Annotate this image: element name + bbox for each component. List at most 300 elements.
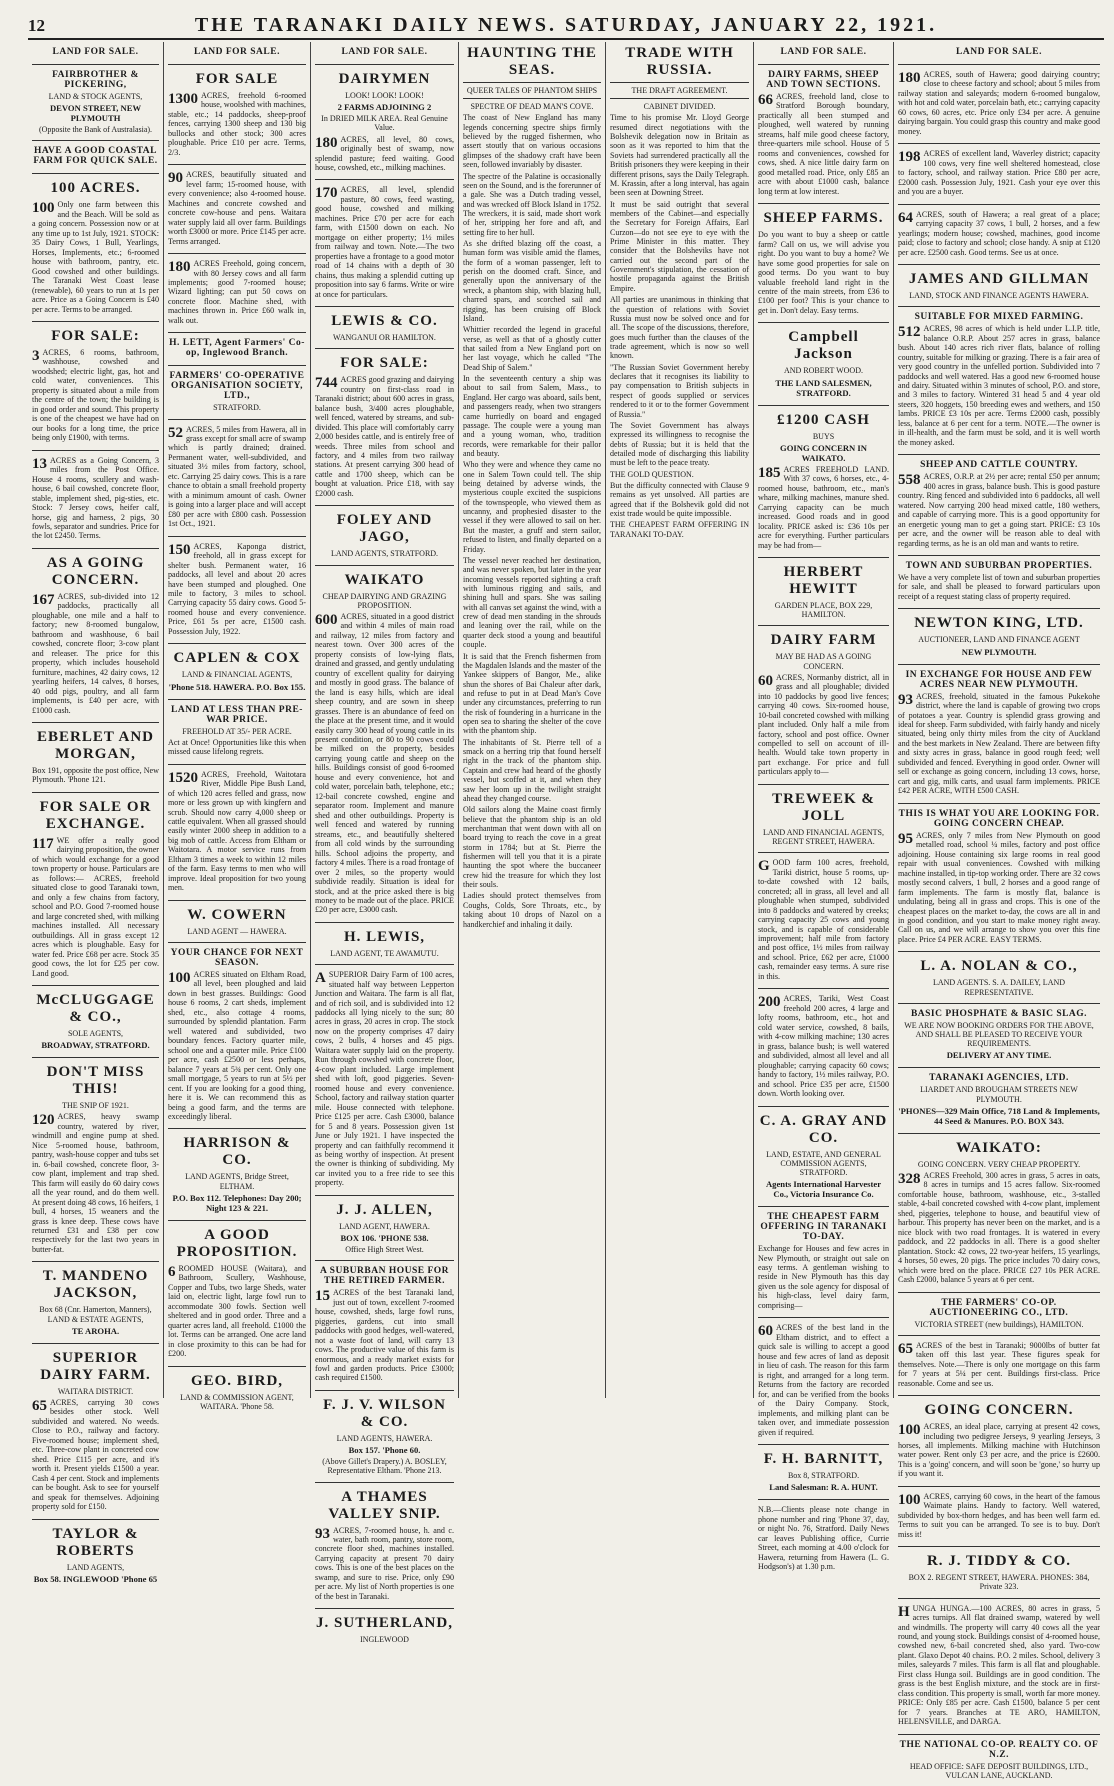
advertisement (168, 420, 306, 537)
ad-heading: FOR SALE: (51, 328, 140, 344)
advertisement (315, 65, 454, 180)
ad-body-text: ACRES, south of Hawera; a real great of a place; carrying capacity 37 cows, 1 bull, 2 horses, and a few yearlings; modern house; cowshed, machines, good income paid; close to factory and school; close handy. A snip at £120 per acre. £2500 cash. Good terms. See us at once. (898, 209, 1100, 257)
ad-heading: R. J. TIDDY & CO. (926, 1553, 1072, 1570)
ad-tail: Office High Street West. (345, 1245, 424, 1255)
ad-heading: H. LEWIS, (343, 928, 426, 945)
article-paragraph: The inhabitants of St. Pierre tell of a smack on a herring trip that found herself right in the track of the phantom ship. Captain and crew had heard of the ghostly vessel, but scoffed at it, and when they saw her loom up in the twilight straight ahead they changed course. (463, 737, 601, 803)
acreage-figure: 100 (898, 1491, 921, 1508)
ad-heading: TREWEEK & JOLL (772, 790, 875, 824)
advertisement (32, 1262, 159, 1343)
advertisement (315, 566, 454, 923)
ad-heading: DON'T MISS THIS! (46, 1064, 145, 1098)
acreage-figure: 512 (898, 324, 921, 341)
acreage-figure: 13 (32, 455, 47, 472)
advertisement (758, 558, 889, 626)
acreage-figure: 1520 (168, 769, 198, 786)
ad-heading: SHEEP AND CATTLE COUNTRY. (920, 460, 1078, 471)
ad-body-text: ACRES, 98 acres of which is held under L.I.P. title, balance O.R.P. About 257 acres in grass, balance bush. About 140 acres rich river flats, balance of rolling country, suitable for milking or grazing. There is a fair area of very good country in the unfelled portion. Subdivided into 7 paddocks and well watered. Has a good new 6-roomed house and dairy. Situated within 3 minutes of school, P.O. and store, and 3 miles to factory. Wintered 31 head 5 and 4 year old steers, 320 hoggets, 150 breeding ewes and wethers, and 150 lambs. PRICE £3 10s per acre. Terms £2000 cash, possibly less, balance at 6 per cent for a term. NOTE.—The owner is in ill-health, and the farm must be sold, and it is well worth the money asked. (898, 324, 1100, 447)
advertisement (898, 609, 1100, 664)
ad-subheading: BOX 2. REGENT STREET, HAWERA. PHONES: 384, Private 323. (908, 1573, 1090, 1592)
ad-body-text: ACRES FREEHOLD LAND. With 37 cows, 6 horses, etc., 4-roomed house, bathroom, etc., man's whare, milking machines, manure shed. Carrying capacity can be much increased. Good roads and in good locality. PRICE asked is: £36 10s per acre for everything. Further particulars may be had from— (758, 464, 889, 550)
ad-heading: £1200 CASH (777, 411, 870, 428)
advertisement (758, 1445, 889, 1500)
ad-body-text: ACRES, freehold 6-roomed house, woolshed with machines, stable, etc.; 14 paddocks, sheep-proof fences, carrying 1300 sheep and 130 big bullocks and other stock; 300 acres ploughable. Price £10 per acre. Terms, 2/3. (168, 91, 306, 157)
ad-heading: DAIRY FARM (770, 632, 877, 649)
ad-body (898, 70, 1100, 136)
acreage-figure: 150 (168, 541, 191, 558)
ad-subheading: Box 68 (Cnr. Hamerton, Manners), LAND & ESTATE AGENTS, (39, 1305, 152, 1324)
ad-heading: LAND FOR SALE. (341, 47, 428, 57)
ad-agent-line: 'Phone 518. HAWERA. P.O. Box 155. (168, 681, 306, 692)
advertisement (898, 1396, 1100, 1487)
ad-agent-line: GOING CONCERN IN WAIKATO. (780, 442, 867, 463)
ad-subheading: GOING CONCERN. VERY CHEAP PROPERTY. (917, 1159, 1081, 1169)
advertisement (315, 1609, 454, 1650)
advertisement (168, 254, 306, 333)
ad-heading: CAPLEN & COX (173, 650, 301, 667)
ad-body-text: Do you want to buy a sheep or cattle farm? Call on us, we will advise you right. Do you want to buy a home? We have some good properties for sale on good terms. Do you want to buy valuable freehold land right in the centre of the main streets, from £36 to £100 per foot? This is your chance to get in. Don't delay. Easy terms. (758, 230, 889, 315)
acreage-figure: 100 (898, 1422, 921, 1439)
column-1 (28, 42, 164, 1584)
advertisement (315, 923, 454, 965)
acreage-figure: 100 (168, 969, 191, 986)
ad-body-text: ACRES, heavy swamp country, watered by river, windmill and engine pump at shed. Nice 5-roomed house, bathroom, pantry, wash-house copper and tubs set in. 6-bail cowshed, concrete floor, 3-cow plant, implement and trap shed. This farm will easily do 60 dairy cows all the year round, and do them well. At present doing 48 cows, 16 heifers, 1 bull, 4 horses, 15 weaners and the grass is knee deep. These cows have returned £31 and £38 per cow respectively for the last two years in butter-fat. (32, 1112, 160, 1254)
advertisement (168, 700, 306, 765)
ad-agent-line: THE LAND SALESMEN, STRATFORD. (775, 377, 872, 398)
advertisement (898, 952, 1100, 1003)
acreage-figure: 65 (898, 1340, 913, 1357)
ad-subheading: AUCTIONEER, LAND AND FINANCE AGENT (918, 635, 1080, 645)
ad-subheading: LAND AGENT — HAWERA. (187, 926, 287, 936)
ad-heading: DAIRYMEN (338, 71, 431, 87)
ad-body (758, 1505, 889, 1571)
ad-agent-line: Box 157. 'Phone 60. (348, 1445, 421, 1456)
ad-body-text: Box 191, opposite the post office, New Plymouth. 'Phone 121. (32, 766, 159, 785)
ad-body (758, 230, 889, 315)
ad-heading: J. SUTHERLAND, (316, 1615, 453, 1632)
ad-heading: BASIC PHOSPHATE & BASIC SLAG. (910, 1008, 1088, 1019)
article-paragraph: But the difficulty connected with Clause 9 remains as yet unsolved. All parties are agreed that if the Bolshevik gold did not exist trade would be quite impossible. (610, 481, 749, 519)
ad-heading: FOR SALE: (340, 355, 429, 372)
ad-body-text: Act at Once! Opportunities like this when missed cause lifelong regrets. (168, 737, 306, 757)
ad-subheading: LAND & COMMISSION AGENT, WAITARA. 'Phone 58. (180, 1392, 294, 1411)
ad-body (32, 1112, 159, 1254)
ad-heading: LAND FOR SALE. (52, 47, 139, 57)
acreage-figure: 600 (315, 611, 338, 628)
ad-body (898, 573, 1100, 601)
advertisement (168, 943, 306, 1130)
ad-body-text: We have a very complete list of town and suburban properties for sale, and shall be pleased to forward particulars upon receipt of a request stating class of property required. (898, 573, 1100, 601)
acreage-figure: G (758, 858, 770, 875)
ad-body-text: ACRES, Normanby district, all in grass and all ploughable; divided into 10 paddocks by good live fences; carrying 40 cows. Six-roomed house, 10-bail concreted cowshed with milking plant included. Only half a mile from factory, school and post office. Owner compelled to sell on account of ill-health. Would take town property in part exchange. For price and full particulars apply to— (758, 672, 889, 777)
ad-body-text: ACRES of excellent land, Waverley district; capacity 100 cows, very fine well sheltered homestead, close to factory, school, and railway station. Price £80 per acre, £2000 cash. Possession July, 1921. Cash your eye over this and you are a buyer. (898, 149, 1100, 197)
column-7 (894, 42, 1104, 1780)
advertisement (32, 322, 159, 451)
article-paragraph: Ladies should protect themselves from Coughs, Colds, Sore Throats, etc., by taking about 10 drops of Nazol on a handkerchief and inhaling it daily. (463, 891, 601, 929)
ad-heading: C. A. GRAY AND CO. (759, 1112, 888, 1146)
advertisement (32, 1058, 159, 1262)
ad-body (898, 1604, 1100, 1727)
ad-body (168, 259, 306, 325)
ad-subheading: LAND & STOCK AGENTS, (48, 92, 143, 101)
deck-rule (610, 98, 749, 99)
acreage-figure: 180 (898, 70, 921, 86)
advertisement (32, 723, 159, 793)
ad-body (898, 472, 1100, 548)
acreage-figure: 558 (898, 472, 921, 489)
ad-agent-line: Box 58. INGLEWOOD 'Phone 65 (33, 1573, 158, 1584)
ad-body (315, 1526, 454, 1602)
ad-subheading: LOOK! LOOK! LOOK! (345, 91, 424, 100)
ad-subheading: VICTORIA STREET (new buildings), HAMILTON. (914, 1319, 1084, 1329)
article-paragraph: THE GOLD QUESTION. (610, 469, 694, 479)
ad-heading: WAIKATO: (956, 1139, 1042, 1156)
ad-body-text: ACRES of the best Taranaki land, just out of town, excellent 7-roomed house, cowshed, sheds, large fowl runs, piggeries, gardens, cut into small paddocks with good hedges, well-watered, not a waste foot of land, will carry 13 cows. The productive value of this farm is enormous, and a ready market exists for fowl and garden products. Price £3000; cash required £1500. (315, 1288, 454, 1383)
acreage-figure: 52 (168, 424, 183, 441)
advertisement (898, 1068, 1100, 1133)
advertisement (758, 853, 889, 989)
acreage-figure: 90 (168, 170, 183, 187)
ad-subheading: Box 8, STRATFORD. (787, 1470, 860, 1480)
acreage-figure: 180 (315, 134, 338, 151)
acreage-figure: 60 (758, 1323, 773, 1340)
ad-body-text: ACRES situated on Eltham Road, all level, been ploughed and laid down in best grasses. Buildings: Good house 6 rooms, 2 cart sheds, implement shed, etc., also cottage 4 rooms, surrounded by splendid plantation. Farm well watered and subdivided, two boundary fences. Factory quarter mile, school one and a quarter mile. Price £100 per acre, cash £2500 or less perhaps, balance 7 years at 5¾ per cent. Only one small mortgage, 5 years to run at 5½ per cent. If you are looking for a good thing, here it is. We can recommend this as being a good farm, and the terms are exceedingly liberal. (168, 969, 306, 1121)
ad-body-text: ACRES, only 7 miles from New Plymouth on good metalled road, school ¼ miles, factory and post office adjoining. House containing six large rooms in real good repair with usual conveniences. Cowshed with milking machine installed, in tip-top working order. There are 32 cows mostly second calvers, 1 bull, 2 horses and a good range of farm implements. The farm is mostly flat, balance is undulating, being all in grass and crops. This is one of the cheapest places on the market to-day, the cows are all in and in good condition, and you start to make money right away. Call on us, and we will arrange to show you over this fine place. Price £4 PER ACRE. EASY TERMS. (898, 830, 1100, 944)
ad-body (315, 970, 454, 1188)
ad-body (758, 465, 889, 550)
ad-heading: GOING CONCERN. (924, 1402, 1074, 1419)
ad-body (32, 766, 159, 785)
advertisement (315, 307, 454, 349)
ad-heading: L. A. NOLAN & CO., (920, 958, 1078, 975)
ad-body (898, 1492, 1100, 1539)
ad-heading: TAYLOR & ROBERTS (52, 1525, 139, 1559)
article-paragraph: Whittier recorded the legend in graceful verse, as well as that of a ghostly cutter that sailed from a New England port on her last voyage, which he called "The Dead Ship of Salem." (463, 325, 601, 372)
ad-body-text: ACRES, freehold, situated in the famous Pukekohe district, where the land is capable of growing two crops of potatoes a year. Country is splendid grass growing and ideal for sheep. Farm subdivided, with fairly handy and nicely situated, being only thirty miles from the city of Auckland and the best markets in New Zealand. There are between fifty and sixty acres in grass, balance in good rough feed; well subdivided and fenced. Everything in good order. Owner will sell or exchange as going concern, including 13 cows, horse, cart and gig, milk carts, and usual farm implements. PRICE £42 PER ACRE, WITH £500 CASH. (898, 691, 1100, 796)
ad-body-text: ACRES, south of Hawera; good dairying country; close to cheese factory and school; about 5 miles from railway station and saleyards; modern 6-roomed bungalow, with hot and cold water, porcelain bath, etc.; carrying capacity 60 cows, 60 acres, etc. Price only £34 per acre. A genuine dairying bargain. You could grasp this country and make good money. (898, 70, 1100, 136)
advertisement (168, 366, 306, 419)
ad-heading: IN EXCHANGE FOR HOUSE AND FEW ACRES NEAR NEW PLYMOUTH. (905, 669, 1093, 690)
newspaper-title: THE TARANAKI DAILY NEWS. SATURDAY, JANUARY 22, 1921. (194, 14, 938, 36)
advertisement (168, 537, 306, 645)
ad-heading: LEWIS & CO. (331, 313, 438, 330)
ad-body (758, 673, 889, 777)
ad-heading: THE NATIONAL CO-OP. REALTY CO. OF N.Z. (899, 1739, 1099, 1760)
ad-body-text: OOD farm 100 acres, freehold, Tariki district, house 5 rooms, up-to-date cowshed with 12 bails, concreted; all in grass, all level and all ploughable when stumped, subdivided into 8 paddocks and watered by creeks; carrying capacity 25 cows and young stock, and is capable of considerable improvement; half mile from factory and post office, 1½ miles from railway and school. Price, £62 per acre, £1000 cash, remainder easy terms. A sure rise in this. (758, 858, 889, 981)
advertisement (758, 323, 889, 405)
ad-heading: YOUR CHANCE FOR NEXT SEASON. (170, 947, 304, 968)
ad-subheading: INGLEWOOD (360, 1635, 409, 1645)
advertisement (315, 1261, 454, 1391)
ad-body (758, 92, 889, 196)
column-4-news (459, 42, 606, 1398)
ad-heading: THE CHEAPEST FARM OFFERING IN TARANAKI TO-DAY. (760, 1212, 887, 1243)
article-paragraph: The vessel never reached her destination, and was never spoken, but later in the year incoming vessels reported sighting a craft with luminous rigging and sails, and shining hull and spars. She was sailing with all canvas set against the wind, with a crew of dead men standing in the shrouds and leaning over the rail, while on the quarter deck stood a young and beautiful couple. (463, 555, 601, 650)
ad-subheading: SOLE AGENTS, (67, 1028, 124, 1038)
ad-body (898, 692, 1100, 796)
ad-body (758, 858, 889, 981)
ad-body (315, 1288, 454, 1383)
acreage-figure: 15 (315, 1288, 330, 1305)
advertisement (758, 785, 889, 853)
acreage-figure: 185 (758, 464, 781, 481)
ad-subheading: WAITARA DISTRICT. (57, 1386, 134, 1396)
ad-subheading: LAND, ESTATE, AND GENERAL COMMISSION AGENTS, STRATFORD. (766, 1149, 881, 1177)
ad-body (168, 970, 306, 1122)
acreage-figure: 66 (758, 92, 773, 108)
article-paragraph: The coast of New England has many legends concerning spectre ships firmly believed by the rugged fishermen, who assert stoutly that on various occasions glimpses of the shadowy craft have been seen, followed invariably by disaster. (463, 113, 601, 170)
article-paragraph: As she drifted blazing off the coast, a human form was visible amid the flames, the form of a woman passenger, left to perish on the doomed craft. Since, and generally upon the anniversary of the wreck, a phantom ship, with blazing hull, charred spars, and scorched sail and rigging, has been cruising off Block Island. (463, 239, 601, 323)
acreage-figure: 60 (758, 672, 773, 689)
advertisement (168, 42, 306, 65)
ad-body (315, 612, 454, 915)
acreage-figure: 3 (32, 348, 40, 364)
advertisement (898, 804, 1100, 953)
advertisement (898, 1487, 1100, 1547)
article-paragraph: THE CHEAPEST FARM OFFERING IN TARANAKI TO-DAY. (610, 520, 749, 539)
advertisement (32, 451, 159, 549)
ad-subheading: HEAD OFFICE: SAFE DEPOSIT BUILDINGS, LTD., VULCAN LANE, AUCKLAND. (909, 1761, 1089, 1780)
ad-agent-line: BOX 106. 'PHONE 538. (340, 1233, 429, 1244)
advertisement (898, 1599, 1100, 1735)
ad-subheading: STRATFORD. (213, 403, 261, 413)
acreage-figure: 93 (898, 691, 913, 708)
ad-heading: H. LETT, Agent Farmers' Co-op, Inglewood Branch. (169, 338, 305, 359)
ad-heading: Campbell Jackson (788, 329, 859, 363)
article-deck: THE DRAFT AGREEMENT. (631, 86, 728, 95)
ad-heading: THE FARMERS' CO-OP. AUCTIONEERING CO., LTD. (929, 1297, 1069, 1318)
advertisement (168, 765, 306, 901)
ad-heading: HARRISON & CO. (183, 1135, 291, 1169)
advertisement (32, 141, 159, 174)
columns (28, 42, 1104, 1780)
ad-heading: WAIKATO (344, 571, 425, 588)
ad-agent-line: DEVON STREET, NEW PLYMOUTH (49, 103, 142, 124)
acreage-figure: 167 (32, 591, 55, 608)
ad-heading: TOWN AND SUBURBAN PROPERTIES. (905, 561, 1093, 571)
ad-heading: F. J. V. WILSON & CO. (323, 1396, 446, 1430)
ad-body (168, 1264, 306, 1359)
advertisement (758, 626, 889, 785)
ad-body-text: ACRES, an ideal place, carrying at present 42 cows, including two pedigree Jerseys, 9 yearling Jerseys, 3 horses, all implements. Milking machine with Hutchinson water power. Rent only £3 per acre, and the price is £2600. This is a 'going' concern, and will soon be 'gone,' so hurry up if you want it. (898, 1422, 1100, 1479)
advertisement (315, 1196, 454, 1261)
ad-heading: McCLUGGAGE & CO., (36, 991, 155, 1025)
ad-subheading: LAND AGENTS, STRATFORD. (330, 549, 439, 559)
ad-subheading: LAND AND FINANCIAL AGENTS, REGENT STREET, HAWERA. (762, 827, 885, 847)
masthead (28, 12, 1104, 40)
ad-body-text: ACRES, carrying 30 cows besides other stock. Well subdivided and watered. No weeds. Close to P.O., railway and factory. Five-roomed house; implement shed, etc. Three-cow plant in concreted cow shed. Price £115 per acre, and it's worth it. Present yields £1500 a year. Cash 4 per cent. Stock and implements can be bought. Ask to see for yourself and speak for themselves. Adjoining property sold for £150. (32, 1397, 159, 1512)
ad-body-text: ACRES, carrying 60 cows, in the heart of the famous Waimate plains. Handy to factory. Well watered, subdivided by box-thorn hedges, and has been well farm ed. Terms to suit you can be arranged. To see is to buy. Don't miss it! (898, 1491, 1100, 1539)
advertisement (898, 1134, 1100, 1293)
article-paragraph: It must be said outright that several members of the Cabinet—and especially the Secretary for Foreign Affairs, Earl Curzon—do not see eye to eye with the Prime Minister in this matter. They consider that the Bolsheviks have not carried out the second part of the Government's stipulation, the cessation of hostile propaganda against the British Empire. (610, 199, 749, 293)
ad-agent-line: P.O. Box 112. Telephones: Day 200; Night 123 & 221. (172, 1192, 302, 1213)
ad-heading: FOLEY AND JAGO, (336, 512, 433, 546)
ad-body (32, 348, 159, 443)
ad-heading: LAND FOR SALE. (780, 47, 867, 57)
article-headline: HAUNTING THE SEAS. (467, 45, 597, 78)
ad-tail: In DRIED MILK AREA. Real Genuine Value. (321, 114, 448, 133)
ad-subheading: LAND AGENTS. S. A. DAILEY, LAND REPRESENTATIVE. (932, 978, 1066, 997)
ad-subheading: WANGANUI OR HAMILTON. (333, 333, 436, 343)
ad-body-text: ACRES, O.R.P. at 2½ per acre; rental £50 per annum; 400 acres in grass, balance bush. This is good pasture country. Ring fenced and subdivided into 6 paddocks, all well watered. Now carrying 200 head mixed cattle, 180 wethers, and capable of carrying more. This is a good opportunity for an energetic young man to get a going start. PRICE: £3 10s per acre, and the owner will be reason able to deal with regarding terms, as he is an old man and wants to retire. (898, 472, 1100, 548)
ad-subheading: AND ROBERT WOOD. (783, 366, 863, 376)
ad-body (168, 770, 306, 893)
ad-body-text: ACRES, all level, 80 cows, originally best of swamp, now splendid pasture; feed waiting. Good house, cowshed, etc., milking machines. (315, 134, 454, 172)
ad-agent-line: DELIVERY AT ANY TIME. (946, 1050, 1052, 1061)
ad-subheading: BUYS (812, 431, 835, 441)
advertisement (168, 333, 306, 366)
ad-body-text: ACRES Freehold, going concern, with 80 Jersey cows and all farm implements; good 7-roomed house; Wizard lighting; can put 50 cows on concrete floor. Machine shed, with machines thrown in. Price £60 walk in, walk out. (168, 259, 306, 325)
advertisement (898, 455, 1100, 556)
ad-body-text: ACRES Freehold, 300 acres in grass, 5 acres in oats, 8 acres in turnips and 15 acres fallow. Six-roomed comfortable house, bathroom, washhouse, etc., 3-stalled stable, 4-bail concreted cowshed with 4-cow plant, implement shed, piggeries, telephone to house, and beautiful view of harbour. This property has never been on the market, and is a nice block with two road frontages. It is watered in every paddock, and 22 paddocks in all. There is a good shelter plantation. Stock: 42 cows, 22 two-year heifers, 15 yearlings, 4 horses, 50 ewes, 20 pigs. The price includes 70 dairy cows, which were bred on the place. PRICE £27 10s PER ACRE. Cash £2000, balance 5 years at 6 per cent. (898, 1170, 1100, 1285)
column-3 (311, 42, 459, 1645)
ad-body-text: ACRES, 7-roomed house, h. and c. water, bath room, pantry, store room, concrete floor shed, machines installed. Carrying capacity at present 70 dairy cows. This is one of the best places on the swamp, and sure to rise. Price, only £90 per acre. My list of North properties is one of the best in Taranaki. (315, 1525, 454, 1601)
ad-body (315, 185, 454, 299)
advertisement (758, 1107, 889, 1208)
advertisement (168, 165, 306, 254)
ad-body (898, 1341, 1100, 1388)
ad-heading: A GOOD PROPOSITION. (176, 1226, 298, 1260)
ad-body-text: ACRES of the best in Taranaki; 9000lbs of butter fat taken off this last year. These figures speak for themselves. Note.—There is only one mortgage on this farm for 7 years at 5¼ per cent. Buildings first-class. Price reasonable. Come and see us. (898, 1340, 1100, 1388)
acreage-figure: 328 (898, 1170, 921, 1187)
acreage-figure: 95 (898, 830, 913, 847)
advertisement (758, 989, 889, 1106)
ad-heading: LAND FOR SALE. (194, 47, 280, 57)
article-deck: QUEER TALES OF PHANTOM SHIPS (466, 86, 598, 95)
advertisement (758, 1500, 889, 1578)
ad-body (898, 324, 1100, 447)
ad-heading: THIS IS WHAT YOU ARE LOOKING FOR. GOING CONCERN CHEAP. (898, 808, 1100, 829)
ad-body (758, 994, 889, 1098)
advertisement (32, 65, 159, 141)
advertisement (758, 1318, 889, 1445)
ad-body (898, 1422, 1100, 1479)
ad-heading: SUPERIOR DAIRY FARM. (40, 1349, 151, 1383)
ad-agent-line: 'PHONES—329 Main Office, 718 Land & Implements, 44 Seed & Manures. P.O. BOX 343. (898, 1105, 1100, 1126)
advertisement (315, 180, 454, 307)
ad-body (32, 836, 159, 978)
ad-body-text: ACRES of the best land in the Eltham district, and to effect a quick sale is willing to accept a good house and few acres of land as deposit in lieu of cash. The reason for this farm is right, and arranged for a long term. Returns from the factory are recorded for, and can be verified from the books of the Dairy Company. Stock, implements, and milking plant can be taken over, and immediate possession given if required. (758, 1323, 889, 1437)
headline-rule (610, 82, 749, 83)
acreage-figure: 65 (32, 1397, 47, 1414)
headline-rule (463, 82, 601, 83)
ad-agent-line: TE AROHA. (71, 1325, 120, 1336)
advertisement (898, 1735, 1100, 1786)
ad-heading: AS A GOING CONCERN. (46, 554, 145, 588)
advertisement (168, 1367, 306, 1417)
ad-body (898, 210, 1100, 257)
acreage-figure: H (898, 1603, 910, 1620)
ad-heading: FOR SALE (195, 71, 279, 87)
ad-subheading: GARDEN PLACE, BOX 229, HAMILTON. (774, 600, 873, 620)
ad-subheading: LAND AGENT, HAWERA. (339, 1221, 430, 1231)
ad-tail: (Above Gillet's Drapery.) A. BOSLEY, Representative Eltham. 'Phone 213. (322, 1457, 447, 1476)
ad-subheading: LAND, STOCK AND FINANCE AGENTS HAWERA. (909, 290, 1089, 300)
ad-body-text: WE offer a really good dairying proposition, the owner of which would exchange for a good town property or house. Particulars are as follows:— ACRES, freehold situated close to good Taranaki town, and only a few chains from factory, school and P.O. Good 7-roomed house and large concreted shed, with milking machines installed. All necessary outbuildings. All in grass except 12 acres which is ploughable. Easy for water fed. Price £68 per acre. Stock 35 good cows, the lot for £25 per cow. Land good. (32, 835, 159, 978)
advertisement (315, 1483, 454, 1610)
advertisement (898, 205, 1100, 265)
acreage-figure: 6 (168, 1263, 176, 1280)
acreage-figure: 1300 (168, 91, 198, 107)
advertisement (898, 1547, 1100, 1598)
column-6 (754, 42, 894, 1571)
ad-subheading: CHEAP DAIRYING AND GRAZING PROPOSITION. (322, 591, 447, 610)
ad-heading: T. MANDENO JACKSON, (42, 1268, 149, 1302)
advertisement (898, 65, 1100, 144)
ad-body-text: SUPERIOR Dairy Farm of 100 acres, situated half way between Lepperton Junction and Waitara. The farm is all flat, and of rich soil, and is subdivided into 12 paddocks all lying nicely to the sun; 80 acres in grass, 20 acres in crop. The stock now on the property comprises 47 dairy cows, 2 bulls, 4 horses and 45 pigs. Waitara water supply laid on the property. Run through cowshed with concrete floor, 4-cow plant included. Large implement shed with loft, good piggeries. Seven-roomed house and every convenience. School, factory and railway station quarter mile. House connected with telephone. Price £125 per acre. Cash £3000, balance for 5 and 8 years. Possession given 1st June or July 1921. I have inspected the property and can faithfully recommend it as being worthy of inspection. At present the owner is thinking of subdividing. My car invited you to a free ride to see this property. (315, 970, 454, 1188)
ad-heading: LAND AT LESS THAN PRE-WAR PRICE. (171, 704, 303, 725)
advertisement (32, 1520, 159, 1591)
acreage-figure: 198 (898, 149, 921, 166)
acreage-figure: 120 (32, 1112, 55, 1129)
acreage-figure: 200 (758, 994, 781, 1011)
ad-body-text: ACRES, situated in a good district and within 4 miles of main road and railway, 12 miles from factory and nearest town. Over 300 acres of the property consists of low-lying flats, drained and grassed, and gently undulating country of excellent quality for dairying and mostly in good grass. The balance of the land is easy hills, which are ideal sheep country, and are sown in sheep grasses. There is an abundance of feed on the place at the present time, and it would easily carry 300 head of young cattle in its present condition, or 80 to 90 cows could be milked on the property, besides carrying young cattle and sheep on the hills. Buildings consist of good 6-roomed house and every convenience, hot and cold water, porcelain bath, telephone, etc.; 12-bail concrete cowshed, engine and separator room. Implement and manure shed and other outbuildings. Property is well fenced and watered by running streams, etc., and beautifully sheltered from all cold winds by the surrounding hills. School adjoins the property, and factory 4 miles. There is a road frontage of over 2 miles, so the property would subdivide readily. Situation is ideal for stock, and at the price asked there is big money to be made out of the place. PRICE £20 per acre, £3000 cash. (315, 611, 454, 915)
ad-body-text: N.B.—Clients please note change in phone number and ring 'Phone 37, day, or night No. 76, Stratford. Daily News car leaves Publishing office, Currie Street, each morning at 4.00 o'clock for Hawera, returning from Hawera (L. G. Hodgson's) at 1.30 p.m. (758, 1505, 889, 1571)
advertisement (32, 793, 159, 986)
advertisement (168, 1221, 306, 1367)
advertisement (32, 1344, 159, 1520)
ad-body-text: ACRES, Tariki, West Coast freehold 200 acres, 4 large and lofty rooms, bathroom, etc., hot and cold water service, cowshed, 8 bails, with 4-cow milking machine; 130 acres in grass, balance bush; is well watered and subdivided, almost all level and all ploughable; carrying capacity 60 cows; handy to factory, 1½ miles railway, P.O. and school. Price £35 per acre, £1500 down. Worth looking over. (758, 994, 889, 1099)
advertisement (32, 174, 159, 322)
column-5-news (606, 42, 754, 1398)
ad-agent-line: 2 FARMS ADJOINING 2 (337, 102, 432, 113)
ad-tail: (Opposite the Bank of Australasia). (38, 125, 153, 135)
ad-heading: 100 ACRES. (50, 180, 141, 197)
ad-heading: SHEEP FARMS. (763, 210, 884, 227)
ad-body-text: ACRES, Kaponga district, freehold, all in grass except for shelter bush. Permanent water, 16 paddocks, all level and about 20 acres have been stumped and ploughed. One mile to factory, 3 miles to school. Carrying capacity 55 dairy cows. Good 5-roomed house and every convenience. Price, £61 5s per acre, £1500 cash. Possession July, 1922. (168, 541, 306, 636)
ad-body (32, 200, 159, 314)
article-paragraph: Time to his promise Mr. Lloyd George resumed direct negotiations with the Bolshevik delegation now in Britain as soon as it was reported to him that the Soviets had surrendered practically all the British prisoners they were keeping in their different prisons, says the Daily Telegraph. M. Krassin, after a long interval, has again been seen at Downing Street. (610, 113, 749, 198)
ad-subheading: LIARDET AND BROUGHAM STREETS NEW PLYMOUTH. (920, 1085, 1078, 1104)
ad-subheading: LAND & FINANCIAL AGENTS, (181, 670, 293, 680)
article-paragraph: It is said that the French fishermen from the Magdalen Islands and the master of the Yankee skippers of Bangor, Me., alike shun the shores of Bai Chaleur after dark, and refuse to put in at Dead Man's Cove under any circumstances, preferring to run the risk of foundering in a hurricane in the open sea to sharing the shelter of the cove with the phantom ship. (463, 651, 601, 736)
ad-body (168, 738, 306, 757)
ad-heading: F. H. BARNITT, (763, 1450, 884, 1467)
advertisement (758, 406, 889, 558)
advertisement (898, 265, 1100, 307)
ad-body (168, 425, 306, 529)
advertisement (32, 986, 159, 1058)
ad-body-text: ACRES good grazing and dairying country on first-class road in Taranaki district; about 600 acres in grass, balance bush, 3/400 acres ploughable, well fenced, watered by streams, and sub-divided. This place will comfortably carry 2,000 besides cattle, and is entirely free of weeds. Three miles from school and factory, and 4 miles from two railway stations. At present carrying 300 head of cattle and 1700 sheep, which can be bought at valuation. Price £18, with say £2000 cash. (315, 375, 454, 498)
ad-heading: HERBERT HEWITT (783, 563, 864, 597)
ad-heading: GEO. BIRD, (190, 1372, 284, 1389)
advertisement (168, 644, 306, 699)
advertisement (758, 1207, 889, 1318)
ad-heading: A THAMES VALLEY SNIP. (328, 1488, 441, 1522)
ad-body (315, 375, 454, 498)
ad-heading: W. COWERN (187, 906, 287, 923)
ad-subheading: LAND AGENTS, HAWERA. (336, 1433, 433, 1443)
acreage-figure: 93 (315, 1525, 330, 1542)
ad-heading: FAIRBROTHER & PICKERING, (52, 70, 139, 90)
ad-body-text: ACRES, beautifully situated and level farm; 15-roomed house, with every convenience; also 4-roomed house. Machines and concrete cowshed and concrete cow-house and pens. Waitara water supply laid all over farm. Buildings worth £3000 or more. Price £145 per acre. Terms arranged. (168, 170, 306, 246)
article-paragraph: Old sailors along the Maine coast firmly believe that the phantom ship is an old merchantman that went down with all on board trying to reach the cove in a great storm in 1784; but at St. Pierre the fishermen will tell you that it is a pirate haunting the spot where the buccaneer crew hid the treasure for which they lost their souls. (463, 805, 601, 890)
ad-body-text: Only one farm between this and the Beach. Will be sold as a going concern. Possession now or at any time up to 1st July, 1921. STOCK: 35 Dairy Cows, 1 Bull, Yearlings, Horses, Implements, etc.; 6-roomed house with bathroom, pantry, etc. Good cowshed and other buildings. The Taranaki West Coast lease (renewable), 60 years to run at 1s per acre. Price as a Going Concern is £40 per acre. Terms to be arranged. (32, 200, 159, 314)
advertisement (758, 65, 889, 204)
advertisement (32, 549, 159, 723)
ad-body-text: ACRES, 5 miles from Hawera, all in grass except for small acre of swamp which is partly drained; drained. Permanent water, well-subdivided, and situated 3½ miles from factory, school, etc. Carrying 25 dairy cows. This is a rare chance to obtain a small freehold property with a minimum amount of cash. Owner is going into a larger place and will accept £80 per acre with £800 cash. Possession 1st Oct., 1921. (168, 424, 307, 529)
acreage-figure: 117 (32, 835, 54, 852)
acreage-figure: 744 (315, 375, 338, 392)
advertisement (898, 307, 1100, 455)
page-number: 12 (28, 16, 45, 35)
ad-body (758, 1323, 889, 1437)
ad-heading: NEWTON KING, LTD. (914, 615, 1084, 632)
ad-heading: DAIRY FARMS, SHEEP AND TOWN SECTIONS. (766, 70, 881, 90)
advertisement (898, 1004, 1100, 1069)
advertisement (315, 965, 454, 1196)
ad-agent-line: BROADWAY, STRATFORD. (41, 1040, 150, 1051)
